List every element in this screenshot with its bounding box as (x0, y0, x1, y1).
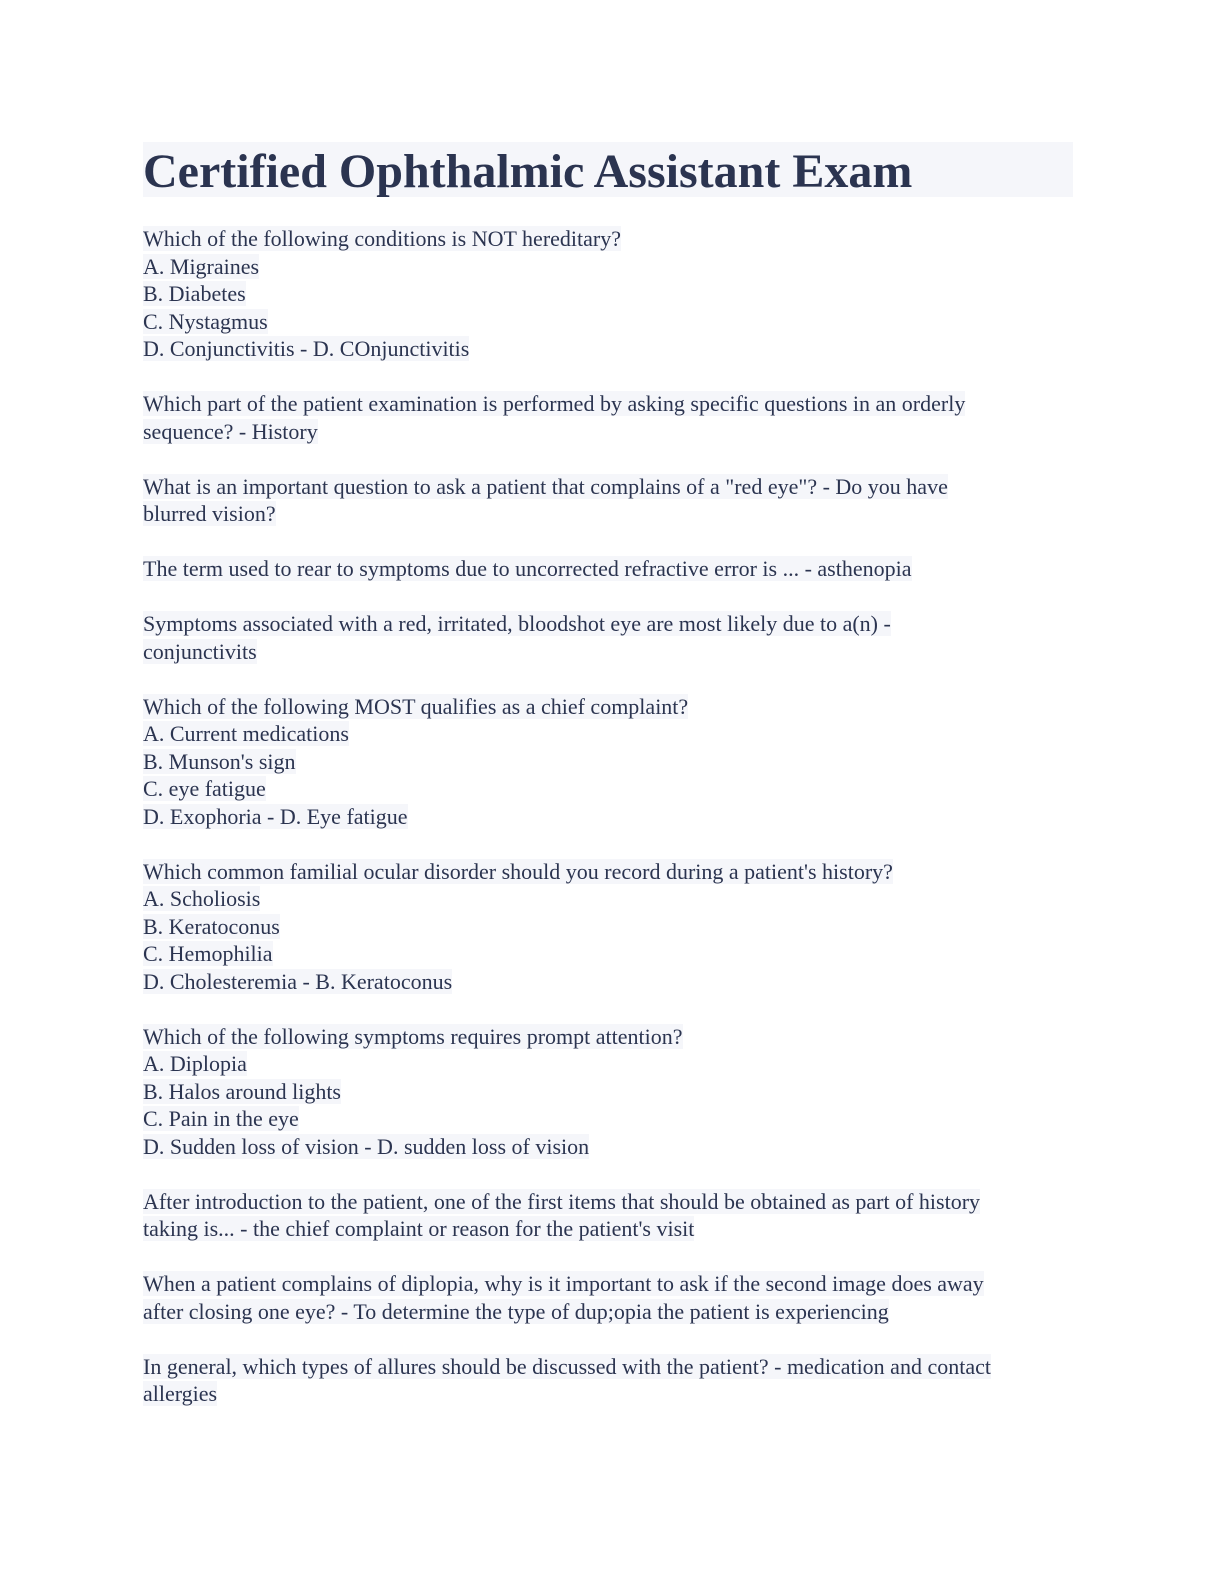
text-line: conjunctivits (143, 638, 257, 664)
qa-block-7 (143, 858, 1073, 996)
qa-block-3 (143, 473, 1073, 528)
text-line: After introduction to the patient, one of the first items that should be obtained as part of history (143, 1188, 981, 1214)
text-line: Which of the following conditions is NOT hereditary? (143, 226, 621, 251)
text-line: In general, which types of allures should be discussed with the patient? - medication and contact (143, 1353, 991, 1379)
text-line: What is an important question to ask a patient that complains of a "red eye"? - Do you have (143, 473, 948, 499)
text-line: A. Current medications (143, 721, 349, 746)
text-line: When a patient complains of diplopia, why is it important to ask if the second image does away (143, 1271, 984, 1296)
document-title-text: Certified Ophthalmic Assistant Exam (143, 145, 913, 198)
text-line: A. Migraines (143, 253, 260, 279)
text-line: B. Diabetes (143, 281, 246, 306)
text-line: B. Halos around lights (143, 1078, 341, 1104)
qa-block-11 (143, 1353, 1073, 1408)
qa-block-6 (143, 693, 1073, 831)
text-line: Which of the following symptoms requires prompt attention? (143, 1023, 683, 1049)
text-line: D. Sudden loss of vision - D. sudden loss of vision (143, 1133, 590, 1159)
document-title (143, 142, 1073, 197)
text-line: C. Nystagmus (143, 308, 268, 334)
text-line: after closing one eye? - To determine the type of dup;opia the patient is experiencing (143, 1298, 889, 1324)
text-line: Which part of the patient examination is performed by asking specific questions in an orderly (143, 391, 966, 416)
qa-block-4 (143, 555, 1073, 583)
text-line: C. Pain in the eye (143, 1106, 299, 1131)
text-line: blurred vision? (143, 501, 276, 526)
text-line: Which common familial ocular disorder should you record during a patient's history? (143, 858, 893, 884)
text-line: C. Hemophilia (143, 941, 273, 966)
text-line: The term used to rear to symptoms due to uncorrected refractive error is ... - asthenopia (143, 556, 912, 581)
qa-block-1 (143, 225, 1073, 363)
text-line: A. Diplopia (143, 1051, 247, 1076)
text-line: sequence? - History (143, 418, 318, 444)
qa-block-8 (143, 1023, 1073, 1161)
text-line: B. Keratoconus (143, 913, 280, 939)
text-line: A. Scholiosis (143, 886, 261, 911)
text-line: D. Conjunctivitis - D. COnjunctivitis (143, 336, 470, 361)
question-list (143, 225, 1073, 1408)
text-line: Which of the following MOST qualifies as a chief complaint? (143, 693, 689, 719)
qa-block-9 (143, 1188, 1073, 1243)
text-line: allergies (143, 1381, 218, 1406)
text-line: B. Munson's sign (143, 748, 296, 774)
text-line: D. Cholesteremia - B. Keratoconus (143, 968, 453, 994)
qa-block-2 (143, 390, 1073, 445)
document-page (143, 142, 1073, 1435)
text-line: D. Exophoria - D. Eye fatigue (143, 803, 408, 829)
text-line: C. eye fatigue (143, 776, 266, 801)
text-line: Symptoms associated with a red, irritated, bloodshot eye are most likely due to a(n) - (143, 611, 891, 636)
qa-block-10 (143, 1270, 1073, 1325)
text-line: taking is... - the chief complaint or reason for the patient's visit (143, 1216, 695, 1241)
qa-block-5 (143, 610, 1073, 665)
